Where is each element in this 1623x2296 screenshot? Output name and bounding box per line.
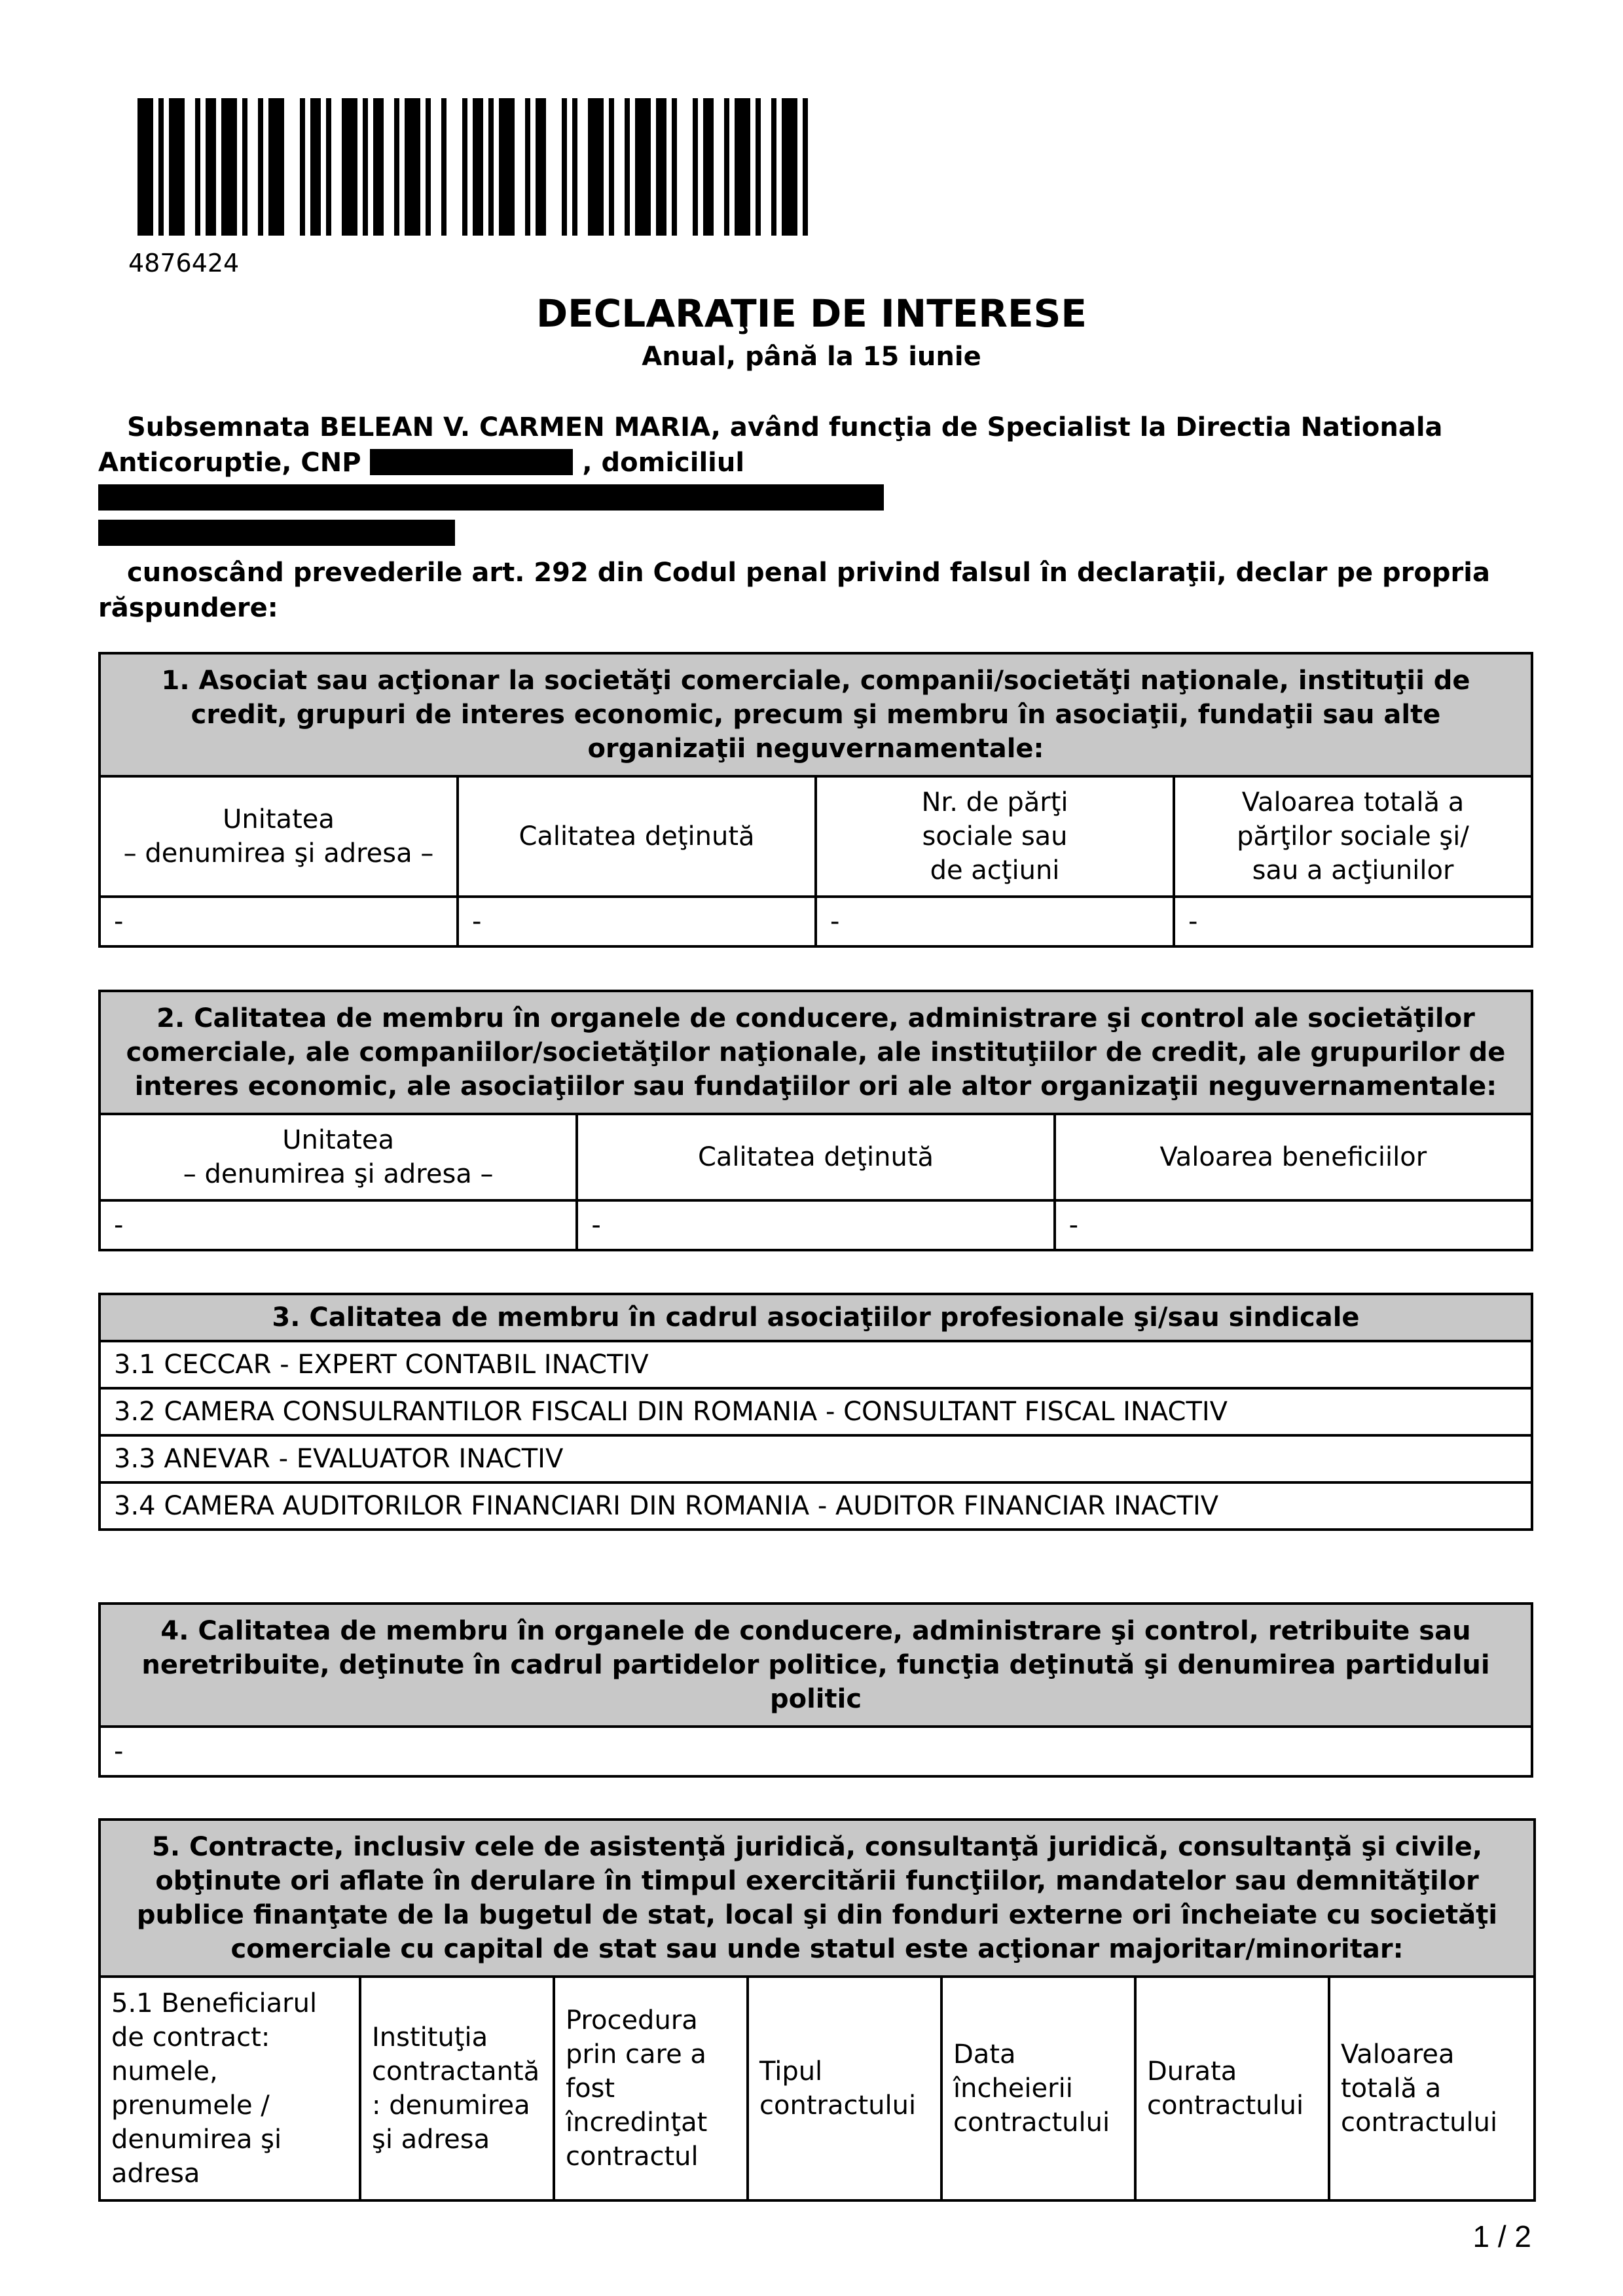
section-3 — [98, 1293, 1533, 1531]
redacted-cnp — [370, 449, 573, 475]
s2-col-valoarea: Valoarea beneficiilor — [1055, 1114, 1532, 1200]
s1-cell: - — [816, 897, 1174, 946]
barcode-bar — [268, 98, 284, 236]
document-subtitle: Anual, până la 15 iunie — [642, 342, 981, 372]
barcode-bar — [242, 98, 247, 236]
s3-item: 3.1 CECCAR - EXPERT CONTABIL INACTIV — [100, 1341, 1532, 1388]
section-4 — [98, 1602, 1533, 1778]
barcode-number: 4876424 — [128, 249, 240, 278]
s5-col-tipul: Tipul contractului — [748, 1977, 941, 2200]
s5-col-procedura: Procedura prin care a fost încredinţat contractul — [554, 1977, 748, 2200]
barcode-bar — [169, 98, 185, 236]
section-1 — [98, 652, 1533, 948]
s5-col-durata: Durata contractului — [1135, 1977, 1329, 2200]
barcode-bar — [625, 98, 630, 236]
intro-line-4: cunoscând prevederile art. 292 din Codul penal privind falsul în declaraţii, declar pe propria — [127, 558, 1490, 588]
barcode-bar — [499, 98, 515, 236]
s2-cell: - — [100, 1200, 577, 1250]
s3-item: 3.4 CAMERA AUDITORILOR FINANCIARI DIN ROMANIA - AUDITOR FINANCIAR INACTIV — [100, 1482, 1532, 1530]
s2-cell: - — [1055, 1200, 1532, 1250]
s2-col-calitatea: Calitatea deţinută — [577, 1114, 1054, 1200]
barcode-bar — [525, 98, 530, 236]
section-5 — [98, 1818, 1533, 2202]
s5-col-data: Data încheierii contractului — [941, 1977, 1135, 2200]
s1-col-unitatea: Unitatea – denumirea şi adresa – — [100, 776, 458, 897]
s3-item: 3.3 ANEVAR - EVALUATOR INACTIV — [100, 1435, 1532, 1482]
s4-cell: - — [100, 1727, 1532, 1776]
intro-paragraph — [98, 410, 1532, 626]
barcode-bar — [656, 98, 666, 236]
section-2-table — [98, 990, 1533, 1251]
barcode-bar — [195, 98, 200, 236]
barcode-bar — [771, 98, 776, 236]
intro-line-1: Subsemnata BELEAN V. CARMEN MARIA, având funcţia de Specialist la Directia Nationala — [127, 412, 1443, 442]
section-2-heading: 2. Calitatea de membru în organele de conducere, administrare şi control ale societăţilor comerciale, ale companiilor/societăţilor naţionale, ale instituţiilor de credit, ale grupurilor de interes economic, ale asociaţiilor sau fundaţiilor ori ale altor organizaţii neguvernamentale: — [100, 991, 1532, 1114]
barcode-bar — [572, 98, 577, 236]
barcode-bar — [394, 98, 399, 236]
barcode-bar — [782, 98, 797, 236]
barcode-bar — [536, 98, 546, 236]
barcode-bar — [300, 98, 305, 236]
barcode-bar — [609, 98, 614, 236]
intro-line-2 — [98, 445, 1532, 516]
s1-cell: - — [458, 897, 816, 946]
redacted-address-cont — [98, 520, 455, 546]
s1-col-valoarea: Valoarea totală a părţilor sociale şi/ sau a acţiunilor — [1174, 776, 1532, 897]
barcode-bar — [426, 98, 431, 236]
s2-cell: - — [577, 1200, 1054, 1250]
barcode-bar — [158, 98, 164, 236]
barcode-bar — [473, 98, 483, 236]
s5-col-institutia: Instituţia contractantă : denumirea şi adresa — [360, 1977, 554, 2200]
page-number: 1 / 2 — [1472, 2219, 1531, 2253]
section-5-table — [98, 1818, 1536, 2202]
intro-line-3 — [98, 516, 1532, 551]
barcode-bar — [724, 98, 729, 236]
barcode-bar — [221, 98, 237, 236]
barcode-bar — [693, 98, 698, 236]
barcode-bar — [735, 98, 750, 236]
barcode-bar — [326, 98, 331, 236]
s3-item: 3.2 CAMERA CONSULRANTILOR FISCALI DIN ROMANIA - CONSULTANT FISCAL INACTIV — [100, 1388, 1532, 1435]
section-1-heading: 1. Asociat sau acţionar la societăţi comerciale, companii/societăţi naţionale, instituţii de credit, grupuri de interes economic, precum şi membru în asociaţii, fundaţii sau alte organizaţii neguvernamentale: — [100, 653, 1532, 776]
section-5-heading: 5. Contracte, inclusiv cele de asistenţă juridică, consultanţă juridică, consultanţă şi civile, obţinute ori aflate în derulare în timpul exercitării funcţiilor, mandatelor sau demnităţilor publice finanţate de la bugetul de stat, local şi din fonduri externe ori încheiate cu societăţi comerciale cu capital de stat sau unde statul este acţionar majoritar/minoritar: — [100, 1820, 1535, 1977]
section-3-table — [98, 1293, 1533, 1531]
barcode-bar — [405, 98, 420, 236]
barcode-bar — [342, 98, 357, 236]
s1-col-nr-parti: Nr. de părţi sociale sau de acţiuni — [816, 776, 1174, 897]
s1-col-calitatea: Calitatea deţinută — [458, 776, 816, 897]
section-1-table — [98, 652, 1533, 948]
section-3-heading: 3. Calitatea de membru în cadrul asociaţiilor profesionale şi/sau sindicale — [100, 1294, 1532, 1341]
barcode-bar — [441, 98, 447, 236]
barcode-bar — [310, 98, 321, 236]
barcode-bar — [373, 98, 384, 236]
barcode-bar — [588, 98, 604, 236]
barcode-bar — [258, 98, 263, 236]
barcode-bar — [756, 98, 761, 236]
barcode-bar — [137, 98, 153, 236]
barcode — [137, 98, 877, 236]
s5-col-beneficiar: 5.1 Beneficiarul de contract: numele, prenumele / denumirea şi adresa — [100, 1977, 360, 2200]
section-4-heading: 4. Calitatea de membru în organele de conducere, administrare şi control, retribuite sau neretribuite, deţinute în cadrul partidelor politice, funcţia deţinută şi denumirea partidului politic — [100, 1604, 1532, 1727]
barcode-bar — [635, 98, 651, 236]
s5-col-valoarea: Valoarea totală a contractului — [1329, 1977, 1535, 2200]
s2-col-unitatea: Unitatea – denumirea şi adresa – — [100, 1114, 577, 1200]
intro-line-5: răspundere: — [98, 593, 278, 623]
document-title: DECLARAŢIE DE INTERESE — [536, 291, 1087, 336]
section-2 — [98, 990, 1533, 1251]
intro-domiciliu-label: , domiciliul — [582, 448, 745, 478]
barcode-bar — [206, 98, 216, 236]
redacted-address — [98, 484, 884, 511]
barcode-bar — [488, 98, 494, 236]
barcode-bar — [363, 98, 368, 236]
intro-cnp-label: Anticoruptie, CNP — [98, 448, 361, 478]
barcode-bar — [703, 98, 714, 236]
s1-cell: - — [1174, 897, 1532, 946]
barcode-bar — [803, 98, 808, 236]
s1-cell: - — [100, 897, 458, 946]
section-4-table — [98, 1602, 1533, 1778]
barcode-bar — [672, 98, 677, 236]
barcode-bar — [462, 98, 467, 236]
barcode-bar — [562, 98, 567, 236]
